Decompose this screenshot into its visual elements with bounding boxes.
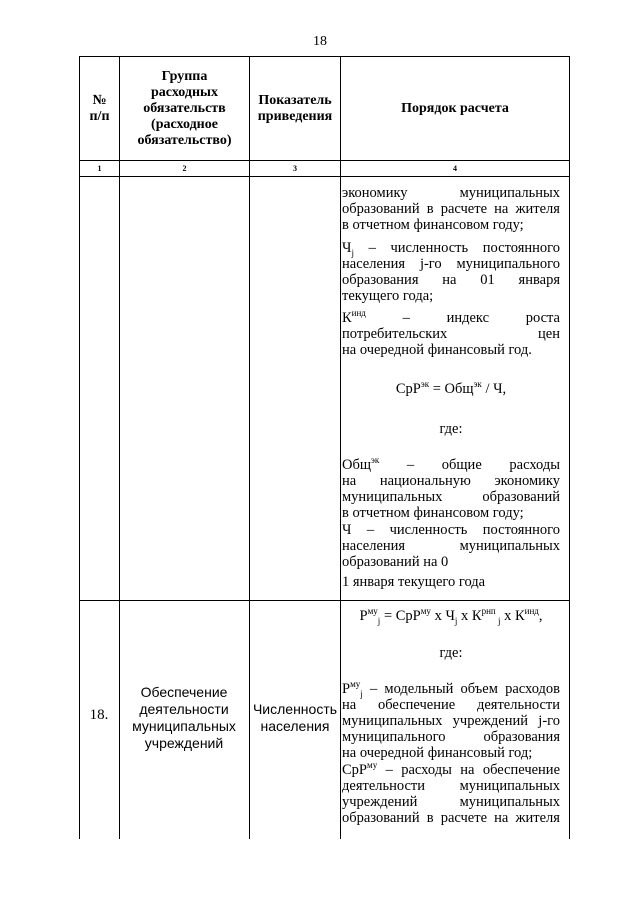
- col-number-4: 4: [453, 163, 457, 173]
- header-col-calculation: Порядок расчета: [401, 100, 509, 116]
- row-number: 18.: [89, 707, 109, 723]
- row18-group: Обеспечение деятельности муниципальных учреждений: [132, 684, 236, 751]
- col-number-3: 3: [293, 163, 297, 173]
- col-number-1: 1: [97, 163, 102, 173]
- header-col-group: Группа расходных обязательств (расходное обязательство): [137, 68, 232, 148]
- page-number: 18: [313, 34, 327, 49]
- header-col-indicator: Показатель приведения: [257, 92, 333, 124]
- col-number-2: 2: [182, 163, 187, 173]
- formula-model-expense: $Р^{му}_j = СрР^{му}$ х $Ч_j$ х $К^{рнп}$ $_j$ х $К^{инд}$,: [359, 606, 543, 626]
- formula-avg-expense-economy: СрР$^{эк}$ = Общ$^{эк}$ / Ч,: [395, 379, 507, 397]
- row18-indicator: Численность населения: [252, 701, 338, 734]
- header-col-number: № п/п: [89, 92, 110, 124]
